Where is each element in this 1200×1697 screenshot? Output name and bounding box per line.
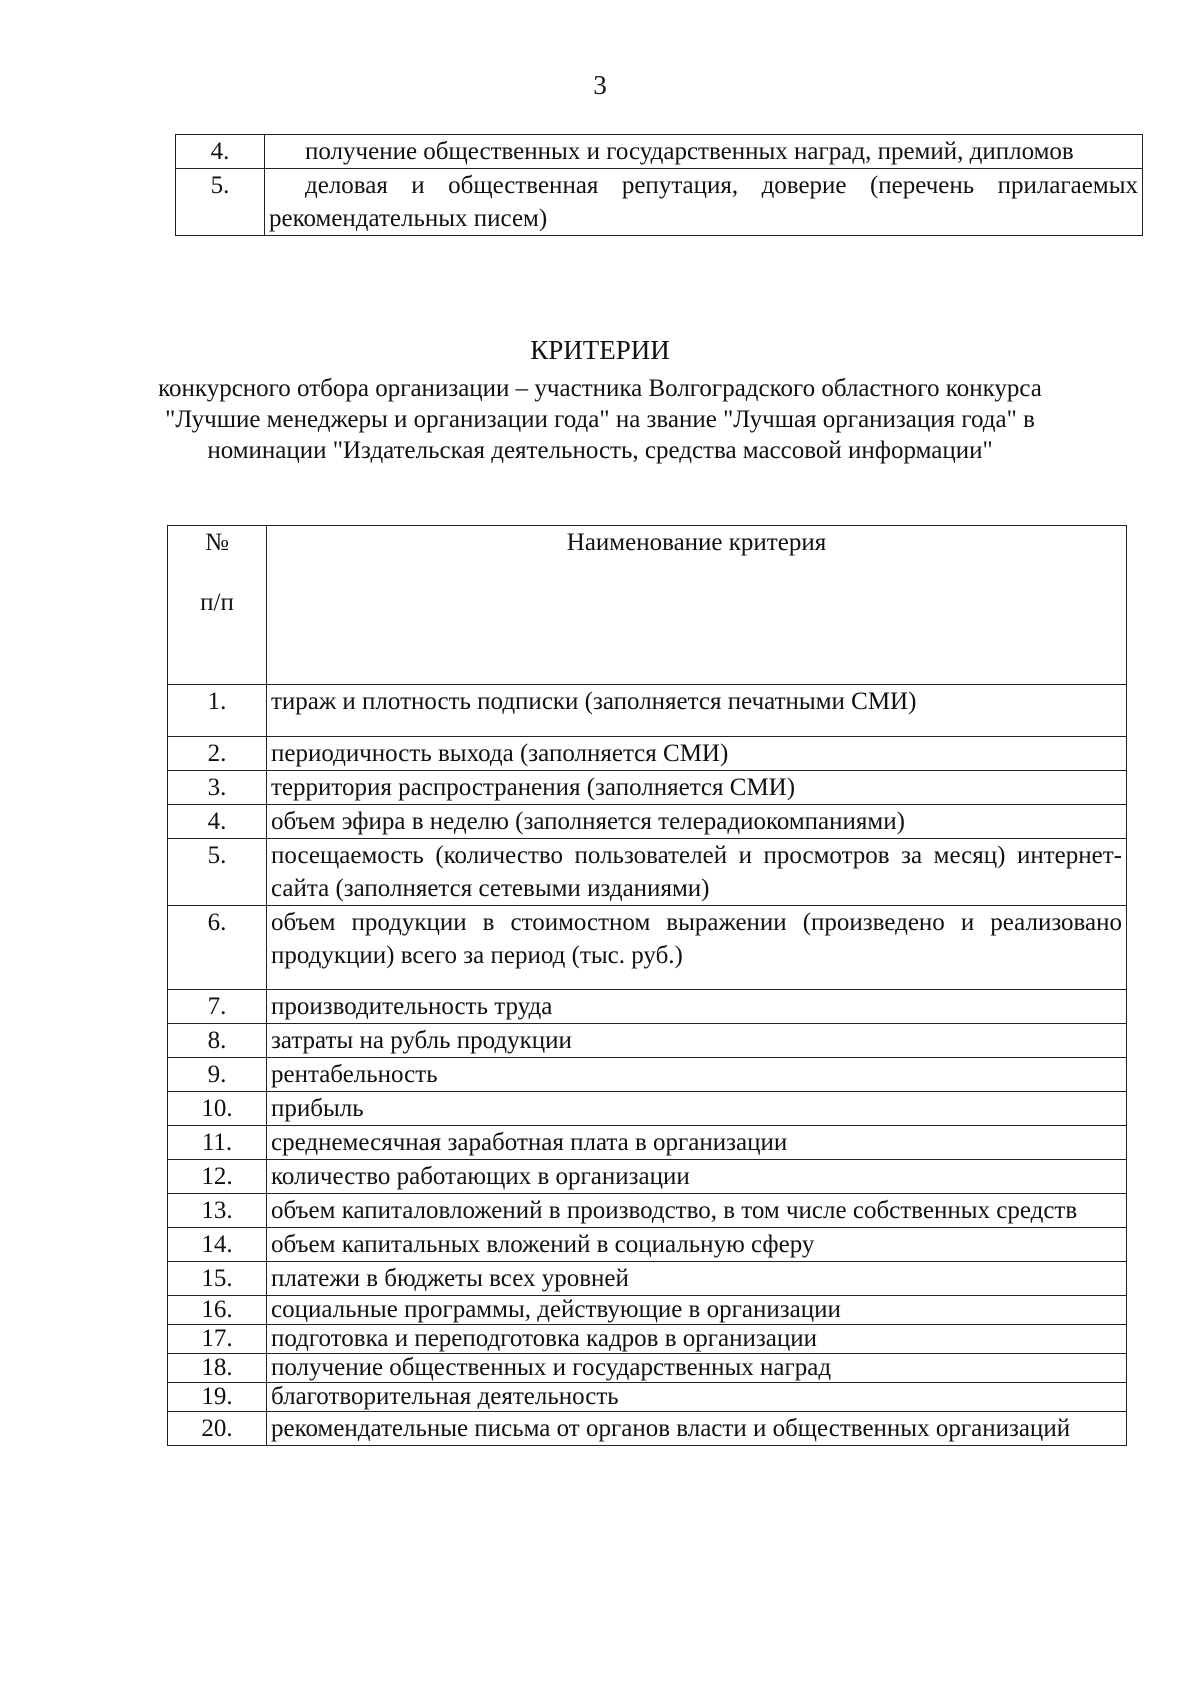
table-row [168,1262,1127,1296]
row-number: 5. [176,169,265,236]
row-number: 14. [168,1228,267,1262]
table-row [168,737,1127,771]
header-number-label: п/п [200,589,234,616]
row-text: посещаемость (количество пользователей и просмотров за месяц) интернет-сайта (заполняется сетевыми изданиями) [267,839,1127,906]
row-text: количество работающих в организации [267,1160,1127,1194]
row-text: рекомендательные письма от органов власти и общественных организаций [267,1412,1127,1446]
table-row [168,1325,1127,1354]
table-row [168,1160,1127,1194]
heading-title: КРИТЕРИИ [530,335,670,365]
row-text: социальные программы, действующие в организации [267,1296,1127,1325]
row-number: 2. [168,737,267,771]
row-text: рентабельность [267,1058,1127,1092]
row-number: 4. [176,135,265,169]
row-number: 1. [168,685,267,737]
row-number: 13. [168,1194,267,1228]
row-number: 20. [168,1412,267,1446]
table-row [168,1092,1127,1126]
table-row [168,839,1127,906]
row-text: периодичность выхода (заполняется СМИ) [267,737,1127,771]
page-number: 3 [593,70,607,100]
criteria-heading [0,333,1200,466]
criteria-table [167,525,1127,1446]
header-number-cell [168,526,267,685]
table-row [168,1228,1127,1262]
table-row [168,685,1127,737]
table-row [168,990,1127,1024]
row-text: среднемесячная заработная плата в организации [267,1126,1127,1160]
header-number-sign: № [205,529,229,556]
table-row [176,135,1143,169]
row-text: объем капиталовложений в производство, в том числе собственных средств [267,1194,1127,1228]
table-row [168,1354,1127,1383]
row-text: деловая и общественная репутация, доверие (перечень прилагаемых рекомендательных писем) [265,169,1143,236]
row-number: 11. [168,1126,267,1160]
row-text: подготовка и переподготовка кадров в организации [267,1325,1127,1354]
row-text: прибыль [267,1092,1127,1126]
row-number: 19. [168,1383,267,1412]
row-text: территория распространения (заполняется СМИ) [267,771,1127,805]
row-number: 5. [168,839,267,906]
row-text: затраты на рубль продукции [267,1024,1127,1058]
row-text: производительность труда [267,990,1127,1024]
row-text: получение общественных и государственных наград [267,1354,1127,1383]
row-number: 6. [168,906,267,990]
row-number: 12. [168,1160,267,1194]
row-text: тираж и плотность подписки (заполняется печатными СМИ) [267,685,1127,737]
row-number: 17. [168,1325,267,1354]
row-number: 18. [168,1354,267,1383]
row-text: получение общественных и государственных наград, премий, дипломов [265,135,1143,169]
continuation-table [175,134,1143,236]
row-number: 4. [168,805,267,839]
table-row [168,1194,1127,1228]
table-row [168,1024,1127,1058]
row-text: объем эфира в неделю (заполняется телерадиокомпаниями) [267,805,1127,839]
table-row [176,169,1143,236]
row-number: 16. [168,1296,267,1325]
table-header-row [168,526,1127,685]
table-row [168,1412,1127,1446]
header-name-cell: Наименование критерия [267,526,1127,685]
table-row [168,805,1127,839]
row-text: объем капитальных вложений в социальную сферу [267,1228,1127,1262]
row-number: 7. [168,990,267,1024]
table-row [168,771,1127,805]
table-row [168,1126,1127,1160]
table-row [168,1383,1127,1412]
row-number: 9. [168,1058,267,1092]
heading-subtitle: конкурсного отбора организации – участника Волгоградского областного конкурса "Лучшие менеджеры и организации года" на звание "Лучшая организация года" в номинации "Издательская деятельность, средства массовой информации" [158,375,1042,464]
row-number: 8. [168,1024,267,1058]
row-number: 15. [168,1262,267,1296]
row-text: платежи в бюджеты всех уровней [267,1262,1127,1296]
row-text: объем продукции в стоимостном выражении (произведено и реализовано продукции) всего за период (тыс. руб.) [267,906,1127,990]
row-number: 10. [168,1092,267,1126]
table-row [168,906,1127,990]
table-row [168,1296,1127,1325]
row-number: 3. [168,771,267,805]
row-text: благотворительная деятельность [267,1383,1127,1412]
table-row [168,1058,1127,1092]
